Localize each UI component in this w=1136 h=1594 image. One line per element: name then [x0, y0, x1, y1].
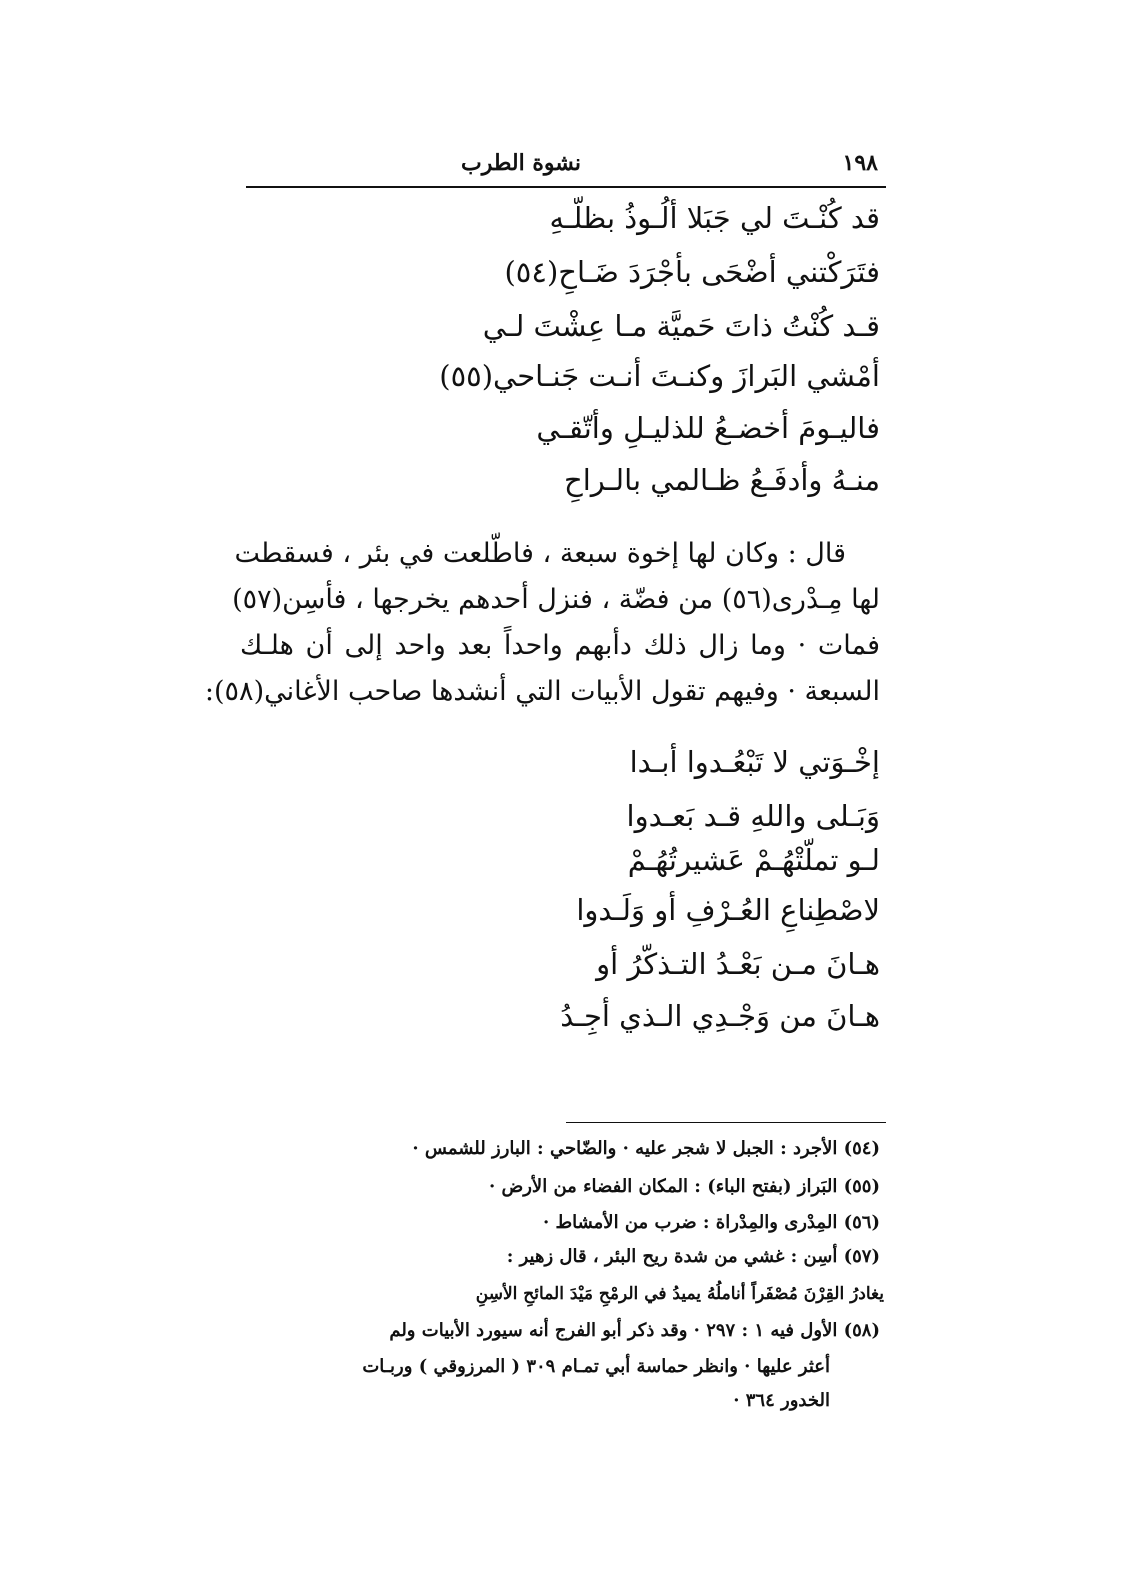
prose-line: فمات · وما زال ذلك دأبهم واحداً بعد واحد إلى أن هلـك	[240, 630, 880, 661]
verse-line: هـانَ مـن بَعْـدُ التـذكّرُ أو	[596, 947, 880, 981]
verse-line: وَبَـلى واللهِ قـد بَعـدوا	[626, 799, 880, 833]
verse-line: قـد كُنْتُ ذاتَ حَميَّة مـا عِشْتَ لـي	[482, 309, 880, 343]
running-title: نشوة الطرب	[460, 150, 581, 176]
verse-line: قد كُنْـتَ لي جَبَلا ألُـوذُ بظلّـهِ	[549, 201, 880, 235]
footnote-continuation: الخدور ٣٦٤ ·	[733, 1390, 830, 1411]
prose-line: السبعة · وفيهم تقول الأبيات التي أنشدها صاحب الأغاني(٥٨):	[204, 676, 880, 707]
page-number: ١٩٨	[842, 150, 878, 176]
verse-line: فتَرَكْتني أضْحَى بأجْرَدَ ضَـاحِ(٥٤)	[504, 255, 880, 289]
prose-line: قال : وكان لها إخوة سبعة ، فاطّلعت في بئر ، فسقطت	[234, 538, 846, 569]
footnote-verse: يغادرُ القِرْنَ مُصْفَراً أناملُهُ يميدُ في الرمْحِ مَيْدَ المائحِ الأسِنِ	[475, 1284, 884, 1304]
footnote-continuation: أعثر عليها · وانظر حماسة أبي تمـام ٣٠٩ ( المرزوقي ) وربـات	[362, 1356, 830, 1377]
verse-line: فاليـومَ أخضـعُ للذليـلِ وأتّقـي	[536, 411, 880, 445]
verse-line: هـانَ من وَجْـدِي الـذي أجِـدُ	[560, 999, 880, 1033]
footnote: (٥٧) أسِن : غشي من شدة ريح البئر ، قال زهير :	[506, 1246, 880, 1267]
verse-line: لاصْطِناعِ العُـرْفِ أو وَلَـدوا	[576, 893, 880, 927]
footnote: (٥٤) الأجرد : الجبل لا شجر عليه · والضّاحي : البارز للشمس ·	[412, 1138, 880, 1159]
footnote: (٥٥) البَراز (بفتح الباء) : المكان الفضاء من الأرض ·	[488, 1176, 880, 1197]
footnote: (٥٦) المِدْرى والمِدْراة : ضرب من الأمشاط ·	[542, 1212, 880, 1233]
footnote: (٥٨) الأول فيه ١ : ٢٩٧ · وقد ذكر أبو الفرج أنه سيورد الأبيات ولم	[389, 1320, 880, 1341]
prose-line: لها مِـدْرى(٥٦) من فضّة ، فنزل أحدهم يخرجها ، فأسِن(٥٧)	[232, 584, 880, 615]
footnote-divider	[566, 1122, 886, 1123]
running-header	[246, 150, 886, 188]
verse-line: منـهُ وأدفَـعُ ظـالمي بالـراحِ	[564, 463, 880, 497]
verse-line: لـو تملّتْهُـمْ عَشيرتُهُـمْ	[627, 843, 880, 877]
verse-line: إخْـوَتي لا تَبْعُـدوا أبـدا	[629, 745, 880, 779]
verse-line: أمْشي البَرازَ وكنـتَ أنـت جَنـاحي(٥٥)	[439, 359, 880, 393]
